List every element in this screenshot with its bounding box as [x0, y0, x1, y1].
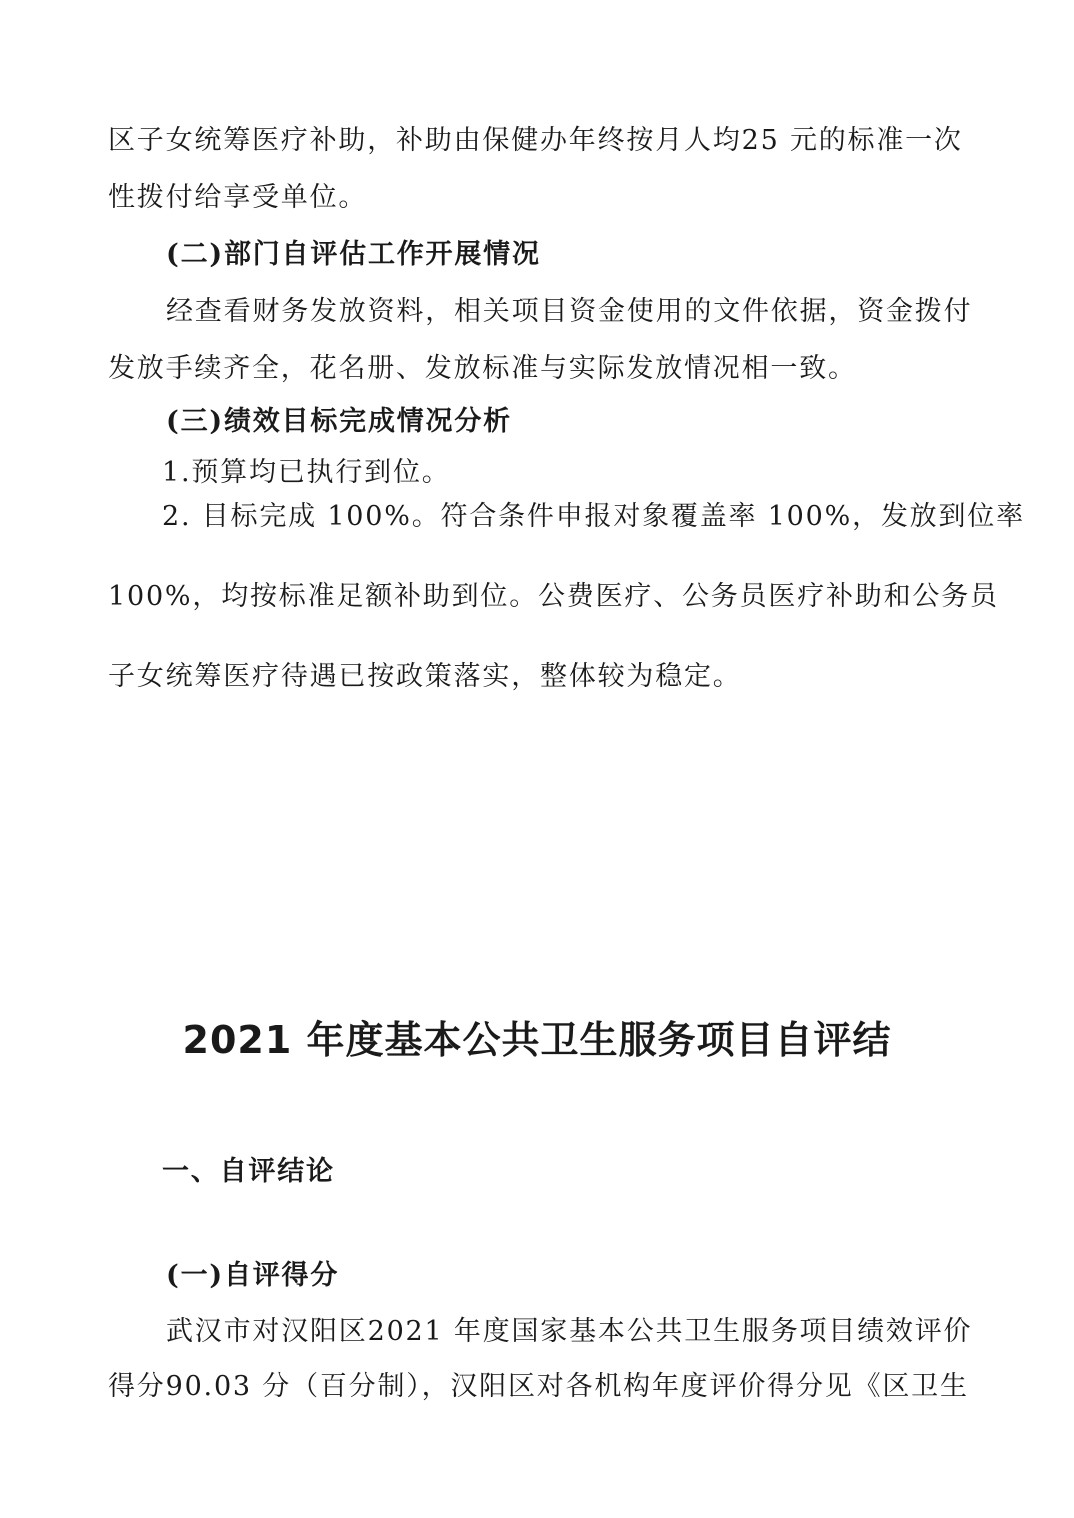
paragraph-line: 100%，均按标准足额补助到位。公费医疗、公务员医疗补助和公务员: [108, 581, 999, 612]
paragraph-line: 经查看财务发放资料，相关项目资金使用的文件依据，资金拨付: [166, 296, 973, 327]
section-heading: 一、自评结论: [162, 1156, 335, 1187]
list-item: 2. 目标完成 100%。符合条件申报对象覆盖率 100%，发放到位率: [162, 501, 1025, 532]
subsection-heading: (二)部门自评估工作开展情况: [166, 239, 541, 270]
paragraph-line: 发放手续齐全，花名册、发放标准与实际发放情况相一致。: [108, 353, 857, 384]
subsection-heading: (一)自评得分: [166, 1260, 340, 1291]
paragraph-line: 得分90.03 分（百分制），汉阳区对各机构年度评价得分见《区卫生: [108, 1371, 969, 1402]
subsection-heading: (三)绩效目标完成情况分析: [166, 406, 512, 437]
paragraph-line: 区子女统筹医疗补助，补助由保健办年终按月人均25 元的标准一次: [108, 125, 963, 156]
paragraph-line: 武汉市对汉阳区2021 年度国家基本公共卫生服务项目绩效评价: [166, 1316, 973, 1347]
paragraph-line: 子女统筹医疗待遇已按政策落实，整体较为稳定。: [108, 661, 742, 692]
section-title: 2021 年度基本公共卫生服务项目自评结: [182, 1018, 892, 1062]
list-item: 1.预算均已执行到位。: [162, 457, 451, 488]
paragraph-line: 性拨付给享受单位。: [108, 182, 368, 213]
